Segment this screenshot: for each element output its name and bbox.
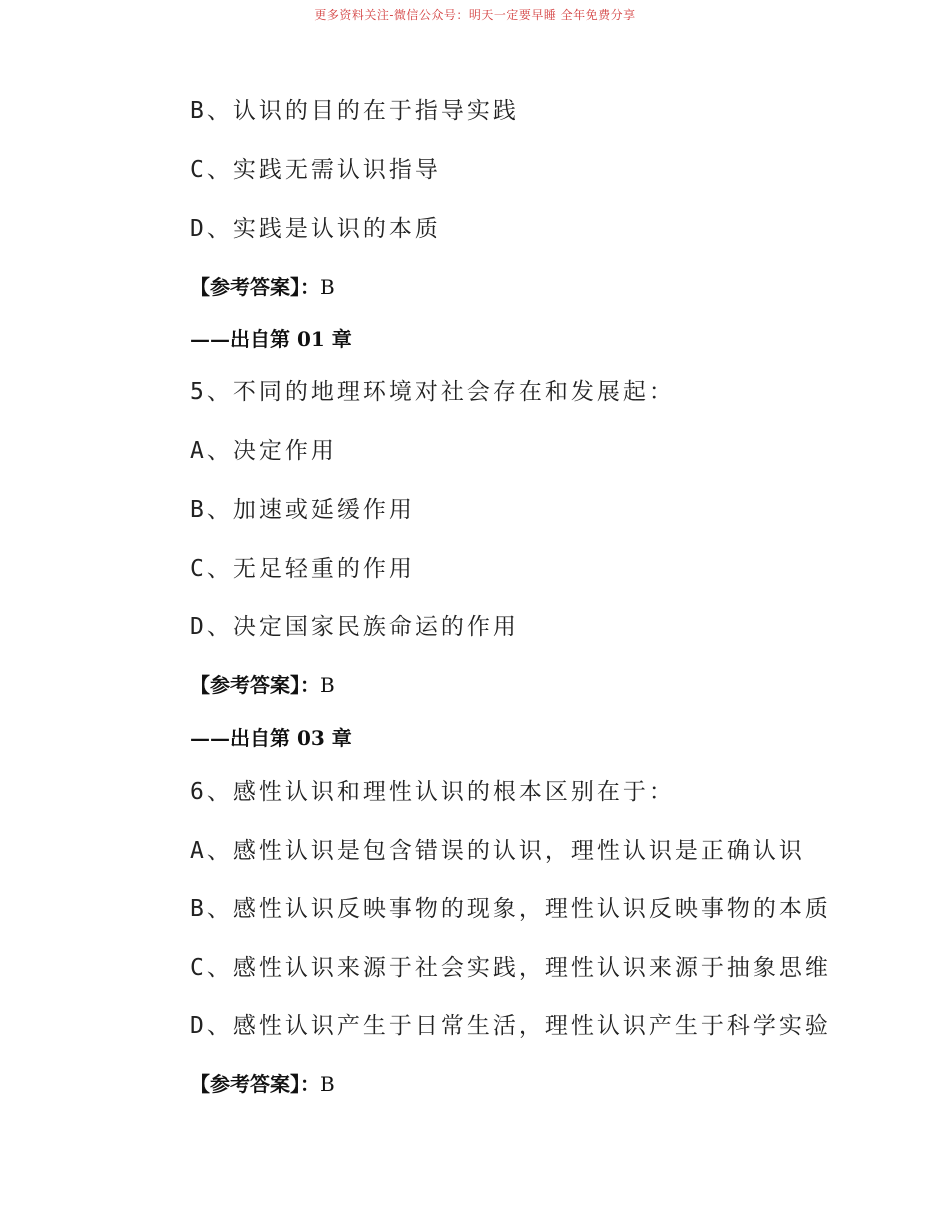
q4-answer (190, 271, 335, 300)
q5-option-a: A、决定作用 (190, 438, 337, 464)
answer-value: B (320, 275, 335, 299)
q6-option-c: C、感性认识来源于社会实践，理性认识来源于抽象思维 (190, 955, 831, 981)
q5-option-d: D、决定国家民族命运的作用 (190, 614, 519, 640)
q6-option-b: B、感性认识反映事物的现象，理性认识反映事物的本质 (190, 896, 831, 922)
answer-value: B (320, 673, 335, 697)
answer-label: 【参考答案】： (190, 673, 320, 697)
q5-option-b: B、加速或延缓作用 (190, 497, 415, 523)
q6-option-a: A、感性认识是包含错误的认识，理性认识是正确认识 (190, 838, 805, 864)
q5-question: 5、不同的地理环境对社会存在和发展起： (190, 379, 675, 405)
answer-label: 【参考答案】： (190, 275, 320, 299)
q6-question: 6、感性认识和理性认识的根本区别在于： (190, 779, 675, 805)
answer-value: B (320, 1072, 335, 1096)
header-banner: 更多资料关注-微信公众号：明天一定要早睡 全年免费分享 (314, 8, 636, 22)
q6-answer (190, 1068, 335, 1097)
q5-option-c: C、无足轻重的作用 (190, 556, 415, 582)
q5-source: ——出自第 03 章 (190, 726, 352, 750)
answer-label: 【参考答案】： (190, 1072, 320, 1096)
q4-source: ——出自第 01 章 (190, 327, 352, 351)
q5-answer (190, 669, 335, 698)
q4-option-b: B、认识的目的在于指导实践 (190, 98, 519, 124)
q4-option-d: D、实践是认识的本质 (190, 216, 441, 242)
q6-option-d: D、感性认识产生于日常生活，理性认识产生于科学实验 (190, 1013, 831, 1039)
q4-option-c: C、实践无需认识指导 (190, 157, 441, 183)
